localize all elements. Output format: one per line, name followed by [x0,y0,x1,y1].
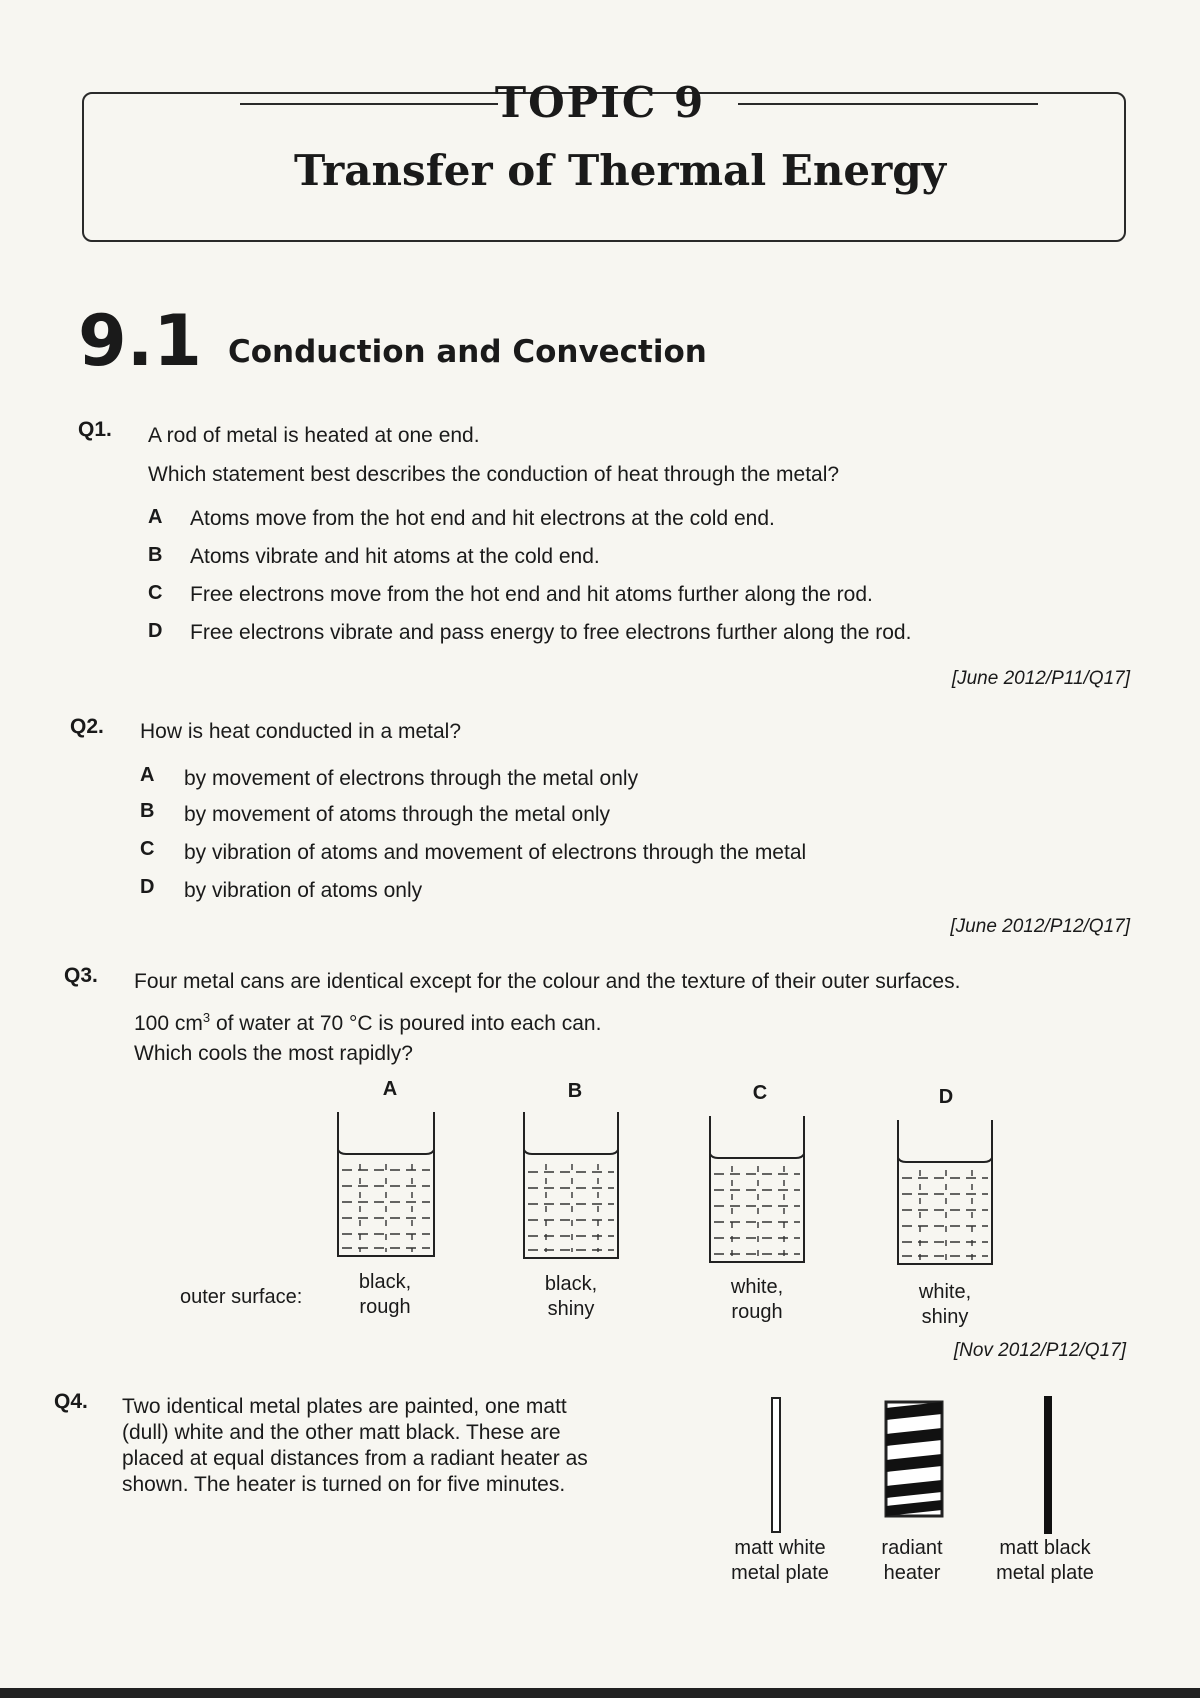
q2-option-text: by movement of electrons through the metal only [184,767,639,790]
q4-number: Q4. [54,1390,88,1413]
outer-surface-label: outer surface: [180,1286,303,1308]
q1-option-text: Free electrons move from the hot end and hit atoms further along the rod. [190,583,873,606]
q1-line2: Which statement best describes the conduction of heat through the metal? [148,463,840,486]
q1-option-text: Atoms move from the hot end and hit electrons at the cold end. [190,507,775,530]
can-letter: D [938,1086,954,1108]
q1-reference: [June 2012/P11/Q17] [951,668,1130,689]
topic-title: Transfer of Thermal Energy [293,146,946,195]
can-c-surface: white, rough [730,1276,784,1323]
can-letter: A [382,1078,398,1100]
q1-option-letter: A [148,506,163,528]
can-letter: C [752,1082,768,1104]
q4-text: Two identical metal plates are painted, one matt (dull) white and the other matt black. These are placed at equal distances from a radiant heater as shown. The heater is turned on for five minutes. [122,1395,588,1496]
q1-option-text: Free electrons vibrate and pass energy to free electrons further along the rod. [190,621,912,644]
q3-line2: 100 $cm^3$ of water at 70 °C is poured into each can. [134,1010,602,1035]
can-letter: B [567,1080,583,1102]
q2-option-letter: A [140,764,155,786]
q3-number: Q3. [64,964,98,987]
matt-black-plate [1044,1396,1052,1534]
q2-option-letter: D [140,876,155,898]
radiant-heater-label: radiant heater [881,1537,943,1584]
matt-white-plate-label: matt white metal plate [731,1537,829,1584]
section-number: 9.1 [78,300,203,382]
can-d [898,1120,992,1264]
q2-option-text: by vibration of atoms only [184,879,423,902]
matt-black-plate-label: matt black metal plate [996,1537,1094,1584]
radiant-heater [886,1402,942,1516]
q1-option-letter: B [148,544,163,566]
radiant-heater-diagram [760,1390,1100,1540]
can-c [710,1116,804,1262]
section-title: Conduction and Convection [228,334,707,370]
q2-option-letter: B [140,800,155,822]
page-bottom-edge [0,1688,1200,1698]
can-a-surface: black, rough [358,1271,412,1318]
matt-white-plate [772,1398,780,1532]
can-b-surface: black, shiny [544,1273,598,1320]
can-d-surface: white, shiny [918,1281,972,1328]
q2-number: Q2. [70,715,104,738]
q2-option-text: by movement of atoms through the metal only [184,803,611,826]
topic-number: TOPIC 9 [494,78,706,127]
q2-reference: [June 2012/P12/Q17] [950,916,1130,937]
q2-line1: How is heat conducted in a metal? [140,720,462,743]
can-b [524,1112,618,1258]
q1-line1: A rod of metal is heated at one end. [148,424,480,447]
q3-line3: Which cools the most rapidly? [134,1042,413,1065]
q2-option-text: by vibration of atoms and movement of electrons through the metal [184,841,807,864]
q1-option-letter: D [148,620,163,642]
q3-reference: [Nov 2012/P12/Q17] [953,1340,1126,1361]
q3-line1: Four metal cans are identical except for the colour and the texture of their outer surfaces. [134,970,961,993]
q1-option-letter: C [148,582,163,604]
q1-number: Q1. [78,418,112,441]
q2-option-letter: C [140,838,155,860]
q1-option-text: Atoms vibrate and hit atoms at the cold end. [190,545,600,568]
cans-diagram [300,1100,1020,1280]
